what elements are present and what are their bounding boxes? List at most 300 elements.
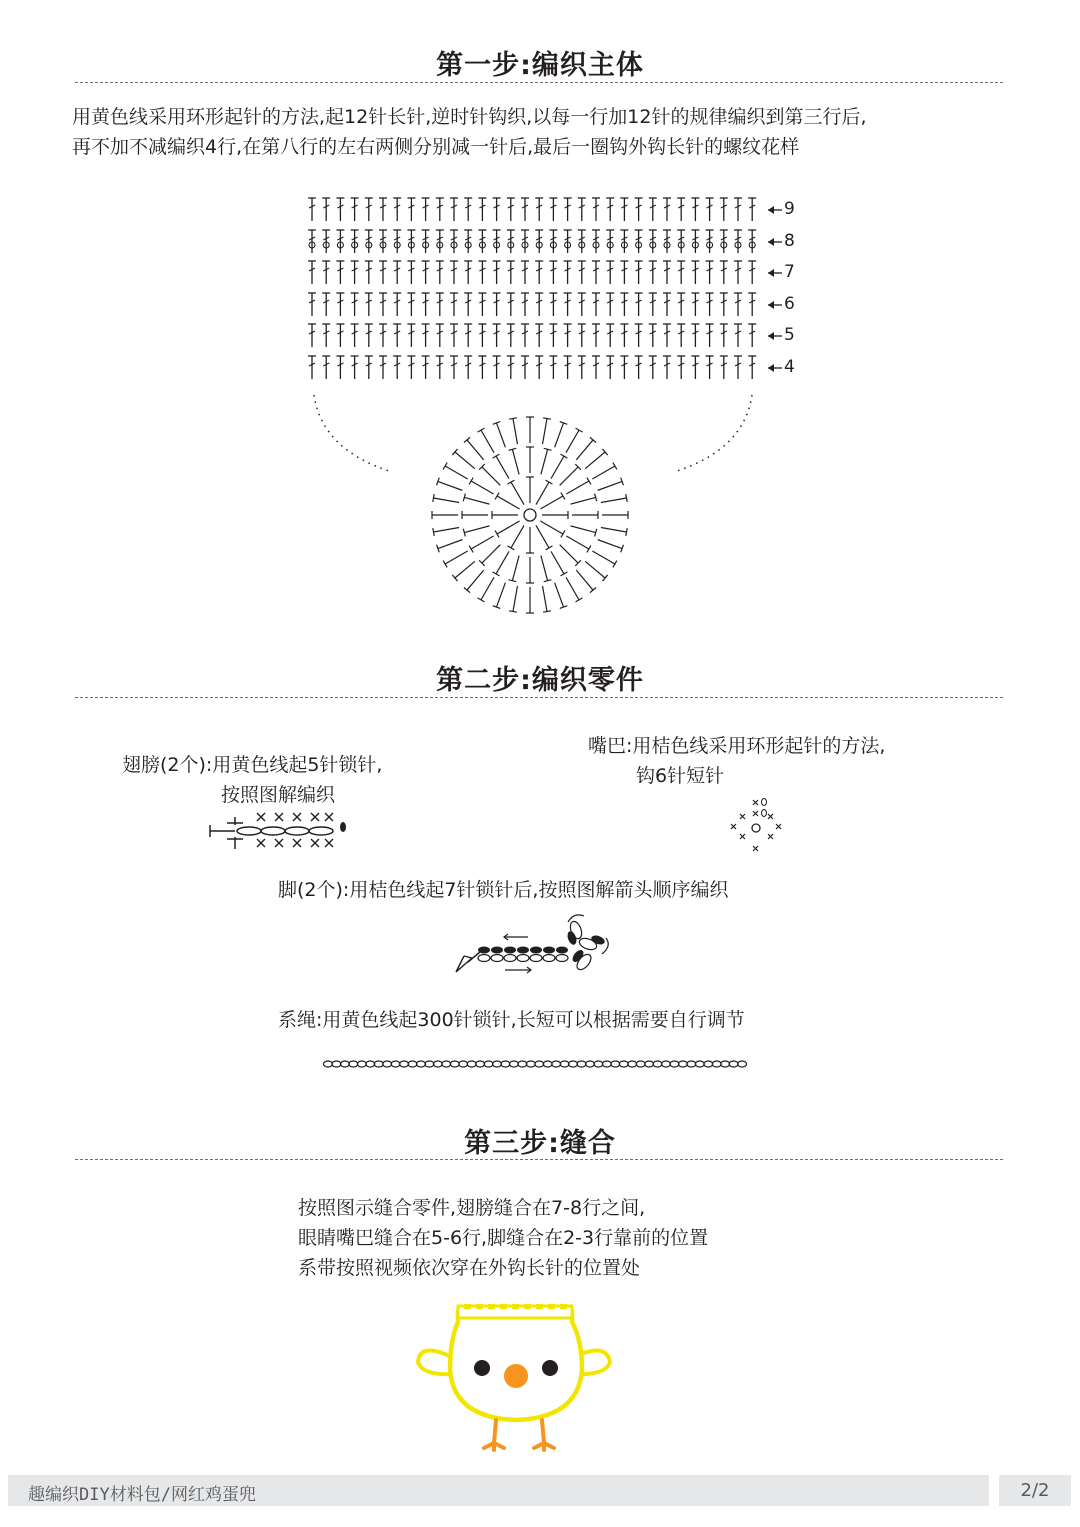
stitch-symbol xyxy=(649,293,657,316)
stitch-symbol xyxy=(336,230,344,253)
chain-stitch xyxy=(721,1061,730,1067)
foot-instruction: 脚(2个):用桔色线起7针锁针后,按照图解箭头顺序编织 xyxy=(278,879,729,901)
stitch-symbol xyxy=(649,324,657,347)
row-label-6: 6 xyxy=(784,294,795,314)
round-stitch-symbol xyxy=(443,463,468,479)
page-number: 2/2 xyxy=(1020,1480,1050,1501)
row-label-8: 8 xyxy=(784,231,795,251)
chick-beak xyxy=(504,1364,528,1388)
stitch-symbol xyxy=(336,356,344,379)
stitch-symbol xyxy=(308,293,316,316)
round-stitch-symbol xyxy=(433,528,459,536)
stitch-symbol xyxy=(336,324,344,347)
row-arrow xyxy=(768,206,782,214)
round-stitch-symbol xyxy=(478,428,494,453)
chain-stitch xyxy=(459,1061,468,1067)
stitch-symbol xyxy=(734,356,742,379)
stitch-symbol xyxy=(436,293,444,316)
round-stitch-symbol xyxy=(551,551,567,576)
stitch-symbol xyxy=(351,324,359,347)
stitch-symbol xyxy=(691,356,699,379)
stitch-symbol xyxy=(535,293,543,316)
round-stitch-symbol xyxy=(493,551,509,576)
round-stitch-symbol xyxy=(469,478,494,494)
stitch-symbol xyxy=(407,261,415,284)
stitch-symbol xyxy=(422,230,430,253)
round-stitch-symbol xyxy=(526,447,534,473)
chain-stitch xyxy=(653,1061,662,1067)
stitch-symbol xyxy=(592,324,600,347)
stitch-symbol xyxy=(507,324,515,347)
stitch-symbol xyxy=(379,230,387,253)
round-stitch-symbol xyxy=(601,528,627,536)
stitch-symbol xyxy=(606,293,614,316)
stitch-symbol xyxy=(720,230,728,253)
chain-stitch xyxy=(526,1061,535,1067)
stitch-symbol xyxy=(635,293,643,316)
round-stitch-symbol xyxy=(526,557,534,583)
stitch-symbol xyxy=(365,324,373,347)
round-stitch-symbol xyxy=(433,494,459,502)
step2-title: 第二步:编织零件 xyxy=(436,665,644,696)
stitch-symbol xyxy=(734,324,742,347)
stitch-symbol xyxy=(464,198,472,221)
stitch-symbol xyxy=(407,198,415,221)
stitch-symbol xyxy=(478,356,486,379)
chain-stitch xyxy=(400,1061,409,1067)
chain-stitch xyxy=(585,1061,594,1067)
chain-stitch xyxy=(543,1061,552,1067)
stitch-symbol xyxy=(677,261,685,284)
stitch-symbol xyxy=(351,198,359,221)
round-stitch-symbol xyxy=(566,478,591,494)
stitch-symbol xyxy=(379,324,387,347)
chain-stitch xyxy=(704,1061,713,1067)
footer-title: 趣编织DIY材料包/网红鸡蛋兜 xyxy=(28,1485,256,1505)
round-stitch-symbol xyxy=(479,545,500,566)
stitch-symbol xyxy=(450,324,458,347)
chain-stitch xyxy=(619,1061,628,1067)
stitch-symbol xyxy=(635,230,643,253)
stitch-symbol xyxy=(493,324,501,347)
stitch-symbol xyxy=(493,230,501,253)
stitch-symbol xyxy=(606,230,614,253)
chain-stitch xyxy=(408,1061,417,1067)
round-stitch-symbol xyxy=(555,422,568,448)
row-label-7: 7 xyxy=(784,262,795,282)
row-arrow xyxy=(768,269,782,277)
stitch-symbol xyxy=(478,324,486,347)
round-stitch-symbol xyxy=(443,551,468,567)
chain-stitch xyxy=(670,1061,679,1067)
stitch-symbol xyxy=(564,356,572,379)
stitch-symbol xyxy=(422,356,430,379)
round-stitch-symbol xyxy=(540,521,565,537)
round-stitch-symbol xyxy=(526,587,534,613)
stitch-symbol xyxy=(734,293,742,316)
beak-stitch-chart xyxy=(728,796,784,858)
stitch-symbol xyxy=(436,198,444,221)
stitch-symbol xyxy=(663,230,671,253)
stitch-symbol xyxy=(336,261,344,284)
chain-stitch xyxy=(324,1061,333,1067)
round-stitch-symbol xyxy=(464,437,484,459)
stitch-symbol xyxy=(322,198,330,221)
round-stitch-symbol xyxy=(542,511,568,519)
chick-eye-left xyxy=(474,1360,490,1376)
stitch-symbol xyxy=(706,230,714,253)
stitch-symbol xyxy=(379,356,387,379)
stitch-symbol xyxy=(691,324,699,347)
round-stitch-symbol xyxy=(469,536,494,552)
stitch-symbol xyxy=(322,356,330,379)
stitch-symbol xyxy=(677,230,685,253)
wing-instruction-line2: 按照图解编织 xyxy=(221,784,336,806)
stitch-symbol xyxy=(549,261,557,284)
stitch-symbol xyxy=(677,293,685,316)
chain-stitch xyxy=(535,1061,544,1067)
chain-stitch xyxy=(366,1061,375,1067)
round-stitch-symbol xyxy=(576,570,596,592)
stitch-symbol xyxy=(620,261,628,284)
row-label-4: 4 xyxy=(784,357,795,377)
chain-stitch xyxy=(560,1061,569,1067)
chain-stitch xyxy=(729,1061,738,1067)
stitch-symbol xyxy=(393,324,401,347)
stitch-symbol xyxy=(535,198,543,221)
round-stitch-symbol xyxy=(598,540,624,553)
stitch-symbol xyxy=(677,198,685,221)
round-stitch-symbol xyxy=(571,494,597,505)
stitch-symbol xyxy=(450,356,458,379)
round-stitch-symbol xyxy=(541,556,552,582)
stitch-symbol xyxy=(365,198,373,221)
stitch-symbol xyxy=(564,230,572,253)
round-stitch-symbol xyxy=(493,422,506,448)
round-stitch-symbol xyxy=(495,493,520,509)
chain-stitch xyxy=(391,1061,400,1067)
stitch-symbol xyxy=(493,356,501,379)
round-stitch-symbol xyxy=(571,526,597,537)
round-stitch-symbol xyxy=(560,464,581,485)
row-arrow xyxy=(768,301,782,309)
stitch-symbol xyxy=(720,324,728,347)
stitch-symbol xyxy=(422,198,430,221)
stitch-symbol xyxy=(606,261,614,284)
stitch-symbol xyxy=(535,356,543,379)
stitch-symbol xyxy=(564,198,572,221)
round-stitch-symbol xyxy=(526,477,534,503)
stitch-symbol xyxy=(748,356,756,379)
stitch-symbol xyxy=(478,230,486,253)
chain-stitch xyxy=(602,1061,611,1067)
stitch-symbol xyxy=(635,261,643,284)
round-stitch-symbol xyxy=(560,545,581,566)
stitch-symbol xyxy=(436,261,444,284)
beak-instruction-line1: 嘴巴:用桔色线采用环形起针的方法, xyxy=(588,735,886,757)
chain-stitch xyxy=(695,1061,704,1067)
chain-stitch xyxy=(433,1061,442,1067)
row-label-9: 9 xyxy=(784,199,795,219)
stitch-symbol xyxy=(379,198,387,221)
stitch-symbol xyxy=(734,261,742,284)
chain-stitch xyxy=(332,1061,341,1067)
stitch-symbol xyxy=(521,198,529,221)
stitch-symbol xyxy=(592,198,600,221)
stitch-symbol xyxy=(407,293,415,316)
round-stitch-symbol xyxy=(452,561,474,581)
step2-divider xyxy=(75,697,1003,698)
round-stitch-symbol xyxy=(432,511,458,519)
chain-stitch xyxy=(611,1061,620,1067)
round-stitch-symbol xyxy=(543,586,551,612)
chain-stitch xyxy=(662,1061,671,1067)
round-stitch-symbol xyxy=(508,525,524,550)
stitch-symbol xyxy=(748,230,756,253)
round-stitch-symbol xyxy=(592,551,617,567)
stitch-symbol xyxy=(308,261,316,284)
round-stitch-symbol xyxy=(540,493,565,509)
stitch-symbol xyxy=(734,230,742,253)
stitch-symbol xyxy=(592,230,600,253)
stitch-symbol xyxy=(478,293,486,316)
chain-stitch xyxy=(442,1061,451,1067)
chain-stitch xyxy=(476,1061,485,1067)
stitch-symbol xyxy=(308,356,316,379)
stitch-symbol xyxy=(691,230,699,253)
stitch-symbol xyxy=(478,198,486,221)
stitch-symbol xyxy=(706,293,714,316)
stitch-symbol xyxy=(748,198,756,221)
stitch-symbol xyxy=(706,324,714,347)
round-stitch-symbol xyxy=(601,494,627,502)
stitch-symbol xyxy=(493,198,501,221)
round-stitch-symbol xyxy=(495,521,520,537)
stitch-symbol xyxy=(535,324,543,347)
chain-stitch xyxy=(569,1061,578,1067)
stitch-symbol xyxy=(521,356,529,379)
round-stitch-symbol xyxy=(437,478,463,491)
stitch-symbol xyxy=(450,261,458,284)
wing-stitch-chart xyxy=(205,805,355,857)
stitch-symbol xyxy=(393,293,401,316)
rope-instruction: 系绳:用黄色线起300针锁针,长短可以根据需要自行调节 xyxy=(278,1009,745,1031)
stitch-symbol xyxy=(493,261,501,284)
stitch-symbol xyxy=(365,230,373,253)
round-stitch-symbol xyxy=(576,437,596,459)
stitch-symbol xyxy=(351,293,359,316)
stitch-symbol xyxy=(720,261,728,284)
round-stitch-symbol xyxy=(509,586,517,612)
stitch-symbol xyxy=(592,356,600,379)
stitch-symbol xyxy=(564,261,572,284)
round-stitch-symbol xyxy=(536,480,552,505)
stitch-symbol xyxy=(663,293,671,316)
stitch-symbol xyxy=(464,356,472,379)
stitch-rows-chart xyxy=(300,190,780,385)
stitch-symbol xyxy=(649,230,657,253)
stitch-symbol xyxy=(620,293,628,316)
chain-stitch xyxy=(425,1061,434,1067)
stitch-symbol xyxy=(521,261,529,284)
chain-stitch xyxy=(484,1061,493,1067)
chain-stitch xyxy=(374,1061,383,1067)
chain-stitch xyxy=(628,1061,637,1067)
step1-divider xyxy=(75,82,1003,83)
round-stitch-symbol xyxy=(566,536,591,552)
row-arrow xyxy=(768,364,782,372)
round-stitch-symbol xyxy=(452,449,474,469)
chain-stitch xyxy=(509,1061,518,1067)
stitch-symbol xyxy=(308,324,316,347)
stitch-symbol xyxy=(549,230,557,253)
stitch-symbol xyxy=(649,198,657,221)
round-stitch-symbol xyxy=(464,570,484,592)
stitch-symbol xyxy=(663,324,671,347)
stitch-symbol xyxy=(663,261,671,284)
stitch-symbol xyxy=(365,356,373,379)
stitch-symbol xyxy=(578,230,586,253)
chain-stitch xyxy=(518,1061,527,1067)
stitch-symbol xyxy=(592,261,600,284)
round-stitch-symbol xyxy=(509,448,520,474)
round-stitch-symbol xyxy=(536,525,552,550)
stitch-symbol xyxy=(464,293,472,316)
round-stitch-symbol xyxy=(585,449,607,469)
round-stitch-symbol xyxy=(492,511,518,519)
stitch-symbol xyxy=(635,198,643,221)
stitch-symbol xyxy=(748,324,756,347)
stitch-symbol xyxy=(706,261,714,284)
stitch-symbol xyxy=(748,261,756,284)
stitch-symbol xyxy=(407,230,415,253)
round-stitch-symbol xyxy=(598,478,624,491)
stitch-symbol xyxy=(422,261,430,284)
stitch-symbol xyxy=(322,261,330,284)
stitch-symbol xyxy=(308,230,316,253)
round-stitch-symbol xyxy=(437,540,463,553)
round-stitch-symbol xyxy=(551,454,567,479)
stitch-symbol xyxy=(720,356,728,379)
stitch-symbol xyxy=(663,198,671,221)
round-stitch-symbol xyxy=(526,417,534,443)
round-stitch-symbol xyxy=(463,494,489,505)
stitch-symbol xyxy=(407,356,415,379)
stitch-symbol xyxy=(507,230,515,253)
stitch-symbol xyxy=(322,324,330,347)
chain-stitch xyxy=(712,1061,721,1067)
stitch-symbol xyxy=(649,261,657,284)
round-stitch-symbol xyxy=(508,480,524,505)
stitch-symbol xyxy=(521,324,529,347)
stitch-symbol xyxy=(422,324,430,347)
stitch-symbol xyxy=(691,293,699,316)
stitch-symbol xyxy=(379,293,387,316)
stitch-symbol xyxy=(464,324,472,347)
stitch-symbol xyxy=(578,293,586,316)
stitch-symbol xyxy=(507,198,515,221)
chick-eye-right xyxy=(542,1360,558,1376)
stitch-symbol xyxy=(507,261,515,284)
round-stitch-symbol xyxy=(509,556,520,582)
chain-stitch xyxy=(687,1061,696,1067)
stitch-symbol xyxy=(592,293,600,316)
stitch-symbol xyxy=(507,356,515,379)
stitch-symbol xyxy=(635,324,643,347)
stitch-symbol xyxy=(507,293,515,316)
row-arrow xyxy=(768,238,782,246)
round-stitch-symbol xyxy=(479,464,500,485)
stitch-symbol xyxy=(493,293,501,316)
stitch-symbol xyxy=(393,356,401,379)
foot-stitch-chart xyxy=(450,910,620,980)
stitch-symbol xyxy=(606,198,614,221)
stitch-symbol xyxy=(535,230,543,253)
round-stitch-symbol xyxy=(592,463,617,479)
stitch-symbol xyxy=(720,293,728,316)
stitch-symbol xyxy=(734,198,742,221)
stitch-symbol xyxy=(351,230,359,253)
stitch-symbol xyxy=(549,356,557,379)
stitch-symbol xyxy=(606,356,614,379)
stitch-symbol xyxy=(578,261,586,284)
stitch-symbol xyxy=(720,198,728,221)
stitch-symbol xyxy=(578,324,586,347)
stitch-symbol xyxy=(436,230,444,253)
step3-instruction-line1: 按照图示缝合零件,翅膀缝合在7-8行之间, xyxy=(298,1197,646,1219)
stitch-symbol xyxy=(464,230,472,253)
stitch-symbol xyxy=(393,230,401,253)
step1-instruction-line2: 再不加不减编织4行,在第八行的左右两侧分别减一针后,最后一圈钩外钩长针的螺纹花样 xyxy=(72,136,800,158)
stitch-symbol xyxy=(365,261,373,284)
stitch-symbol xyxy=(322,230,330,253)
stitch-symbol xyxy=(578,356,586,379)
round-stitch-symbol xyxy=(566,577,582,602)
chain-stitch xyxy=(738,1061,747,1067)
beak-instruction-line2: 钩6针短针 xyxy=(636,765,725,787)
step3-divider xyxy=(75,1159,1003,1160)
stitch-symbol xyxy=(308,198,316,221)
chain-stitch xyxy=(577,1061,586,1067)
round-stitch-symbol xyxy=(543,418,551,444)
stitch-symbol xyxy=(549,324,557,347)
chain-stitch xyxy=(636,1061,645,1067)
round-stitch-symbol xyxy=(602,511,628,519)
stitch-symbol xyxy=(620,230,628,253)
stitch-symbol xyxy=(393,261,401,284)
step3-instruction-line3: 系带按照视频依次穿在外钩长针的位置处 xyxy=(298,1257,641,1279)
chain-stitch xyxy=(645,1061,654,1067)
round-stitch-symbol xyxy=(478,577,494,602)
round-stitch-symbol xyxy=(566,428,582,453)
stitch-symbol xyxy=(649,356,657,379)
stitch-symbol xyxy=(450,293,458,316)
stitch-symbol xyxy=(393,198,401,221)
stitch-symbol xyxy=(336,293,344,316)
stitch-symbol xyxy=(578,198,586,221)
stitch-symbol xyxy=(422,293,430,316)
round-stitch-symbol xyxy=(572,511,598,519)
step1-title: 第一步:编织主体 xyxy=(436,50,644,81)
stitch-symbol xyxy=(564,324,572,347)
stitch-symbol xyxy=(535,261,543,284)
chain-stitch xyxy=(467,1061,476,1067)
stitch-symbol xyxy=(521,230,529,253)
round-stitch-symbol xyxy=(462,511,488,519)
chain-stitch xyxy=(501,1061,510,1067)
chain-stitch xyxy=(383,1061,392,1067)
chain-stitch xyxy=(450,1061,459,1067)
